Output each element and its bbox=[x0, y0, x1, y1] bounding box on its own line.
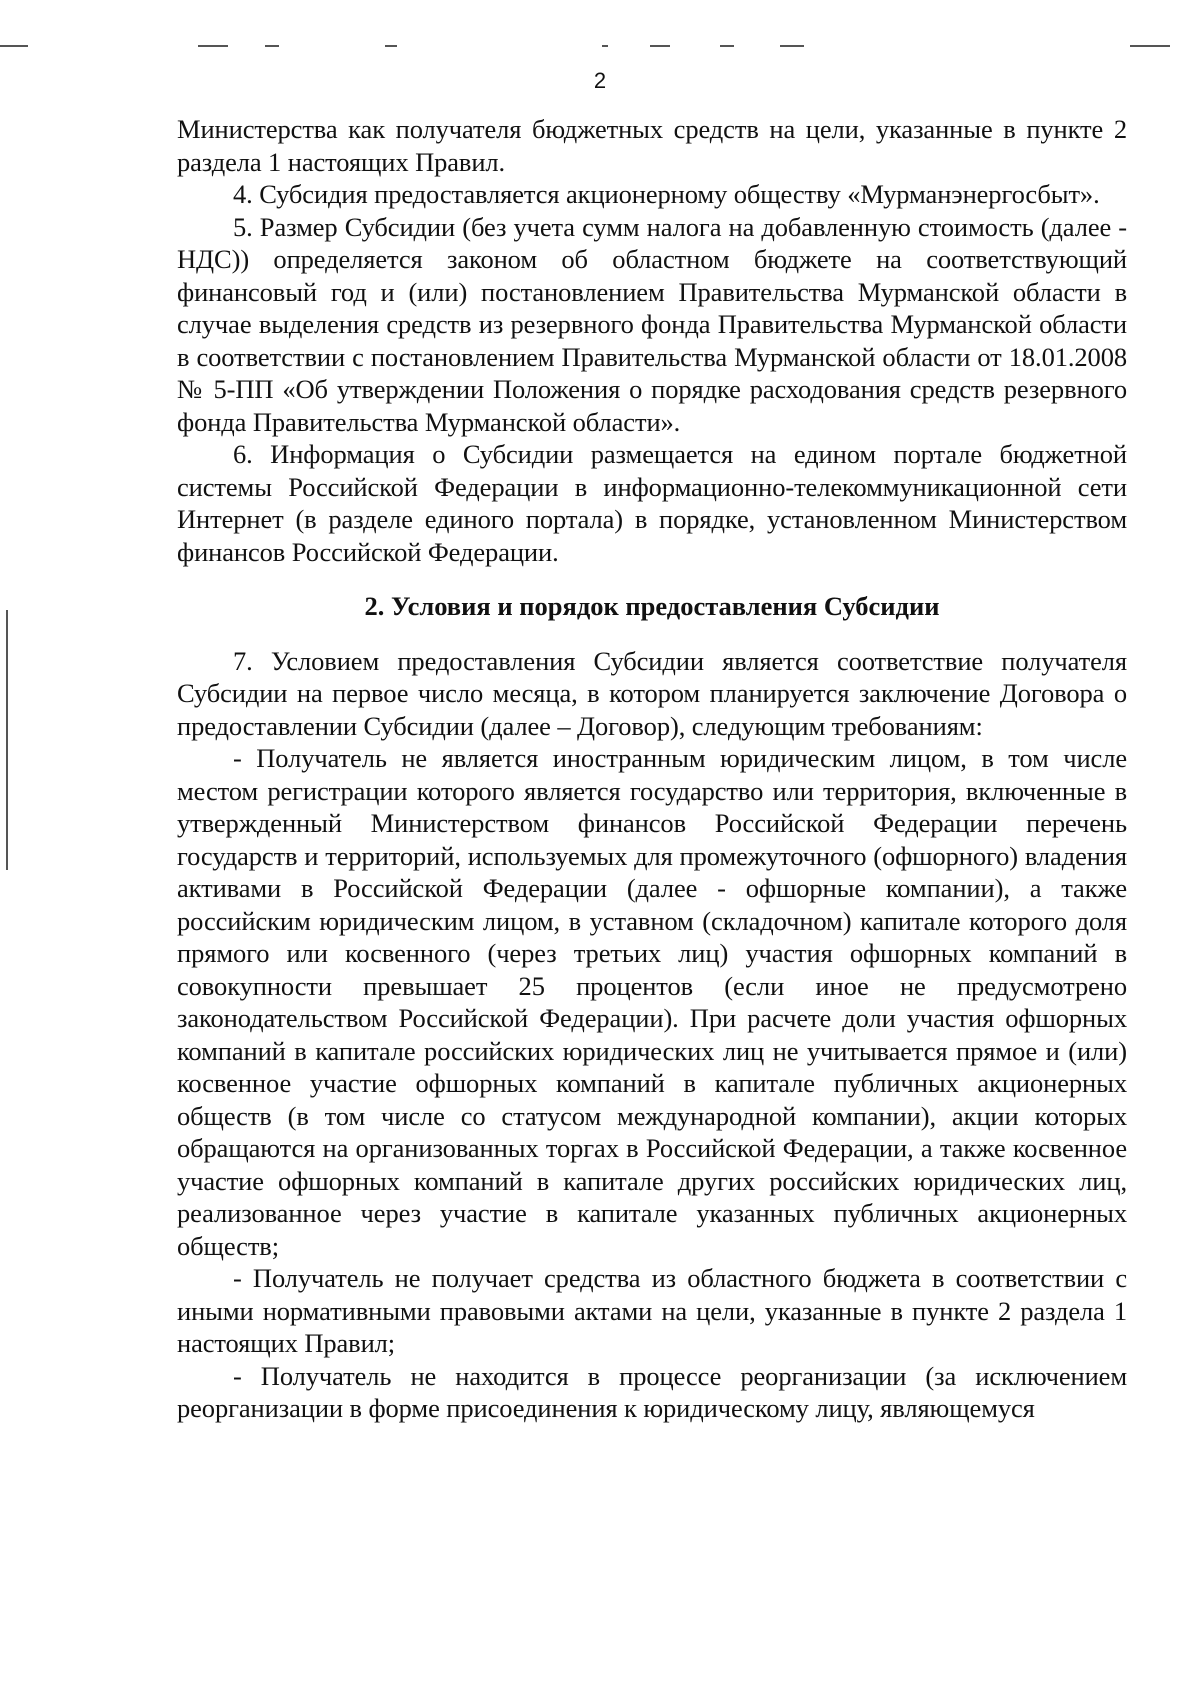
document-body bbox=[177, 113, 1127, 1425]
paragraph-4: 4. Субсидия предоставляется акционерному обществу «Мурманэнергосбыт». bbox=[233, 179, 1100, 209]
section-heading: 2. Условия и порядок предоставления Субсидии bbox=[364, 591, 940, 621]
requirement-no-reorganization: - Получатель не находится в процессе реорганизации (за исключением реорганизации в форме присоединения к юридическому лицу, являющемуся bbox=[177, 1360, 1127, 1423]
scan-edge-line bbox=[6, 610, 8, 870]
requirement-offshore: - Получатель не является иностранным юридическим лицом, в том числе местом регистрации которого является государство или территория, включенные в утвержденный Министерством финансов Российской Федерации перечень государств и территорий, используемых для промежуточного (офшорного) владения активами в Российской Федерации (далее - офшорные компании), а также российским юридическим лицом, в уставном (складочном) капитале которого доля прямого или косвенного (через третьих лиц) участия офшорных компаний в совокупности превышает 25 процентов (если иное не предусмотрено законодательством Российской Федерации). При расчете доли участия офшорных компаний в капитале российских юридических лиц не учитывается прямое и (или) косвенное участие офшорных компаний в капитале публичных акционерных обществ (в том числе со статусом международной компании), акции которых обращаются на организованных торгах в Российской Федерации, а также косвенное участие офшорных компаний в капитале других российских юридических лиц, реализованное через участие в капитале указанных публичных акционерных обществ; bbox=[177, 743, 1127, 1261]
requirement-no-other-funds: - Получатель не получает средства из областного бюджета в соответствии с иными нормативными правовыми актами на цели, указанные в пункте 2 раздела 1 настоящих Правил; bbox=[177, 1263, 1127, 1358]
page-number: 2 bbox=[593, 68, 607, 93]
paragraph-continuation: Министерства как получателя бюджетных средств на цели, указанные в пункте 2 раздела 1 настоящих Правил. bbox=[177, 114, 1127, 177]
paragraph-5: 5. Размер Субсидии (без учета сумм налога на добавленную стоимость (далее - НДС)) определяется законом об областном бюджете на соответствующий финансовый год и (или) постановлением Правительства Мурманской области в случае выделения средств из резервного фонда Правительства Мурманской области в соответствии с постановлением Правительства Мурманской области от 18.01.2008 № 5-ПП «Об утверждении Положения о порядке расходования средств резервного фонда Правительства Мурманской области». bbox=[177, 211, 1127, 437]
paragraph-7: 7. Условием предоставления Субсидии является соответствие получателя Субсидии на первое число месяца, в котором планируется заключение Договора о предоставлении Субсидии (далее – Договор), следующим требованиям: bbox=[177, 645, 1127, 741]
paragraph-6: 6. Информация о Субсидии размещается на едином портале бюджетной системы Российской Федерации в информационно-телекоммуникационной сети Интернет (в разделе единого портала) в порядке, установленном Министерством финансов Российской Федерации. bbox=[177, 439, 1127, 567]
